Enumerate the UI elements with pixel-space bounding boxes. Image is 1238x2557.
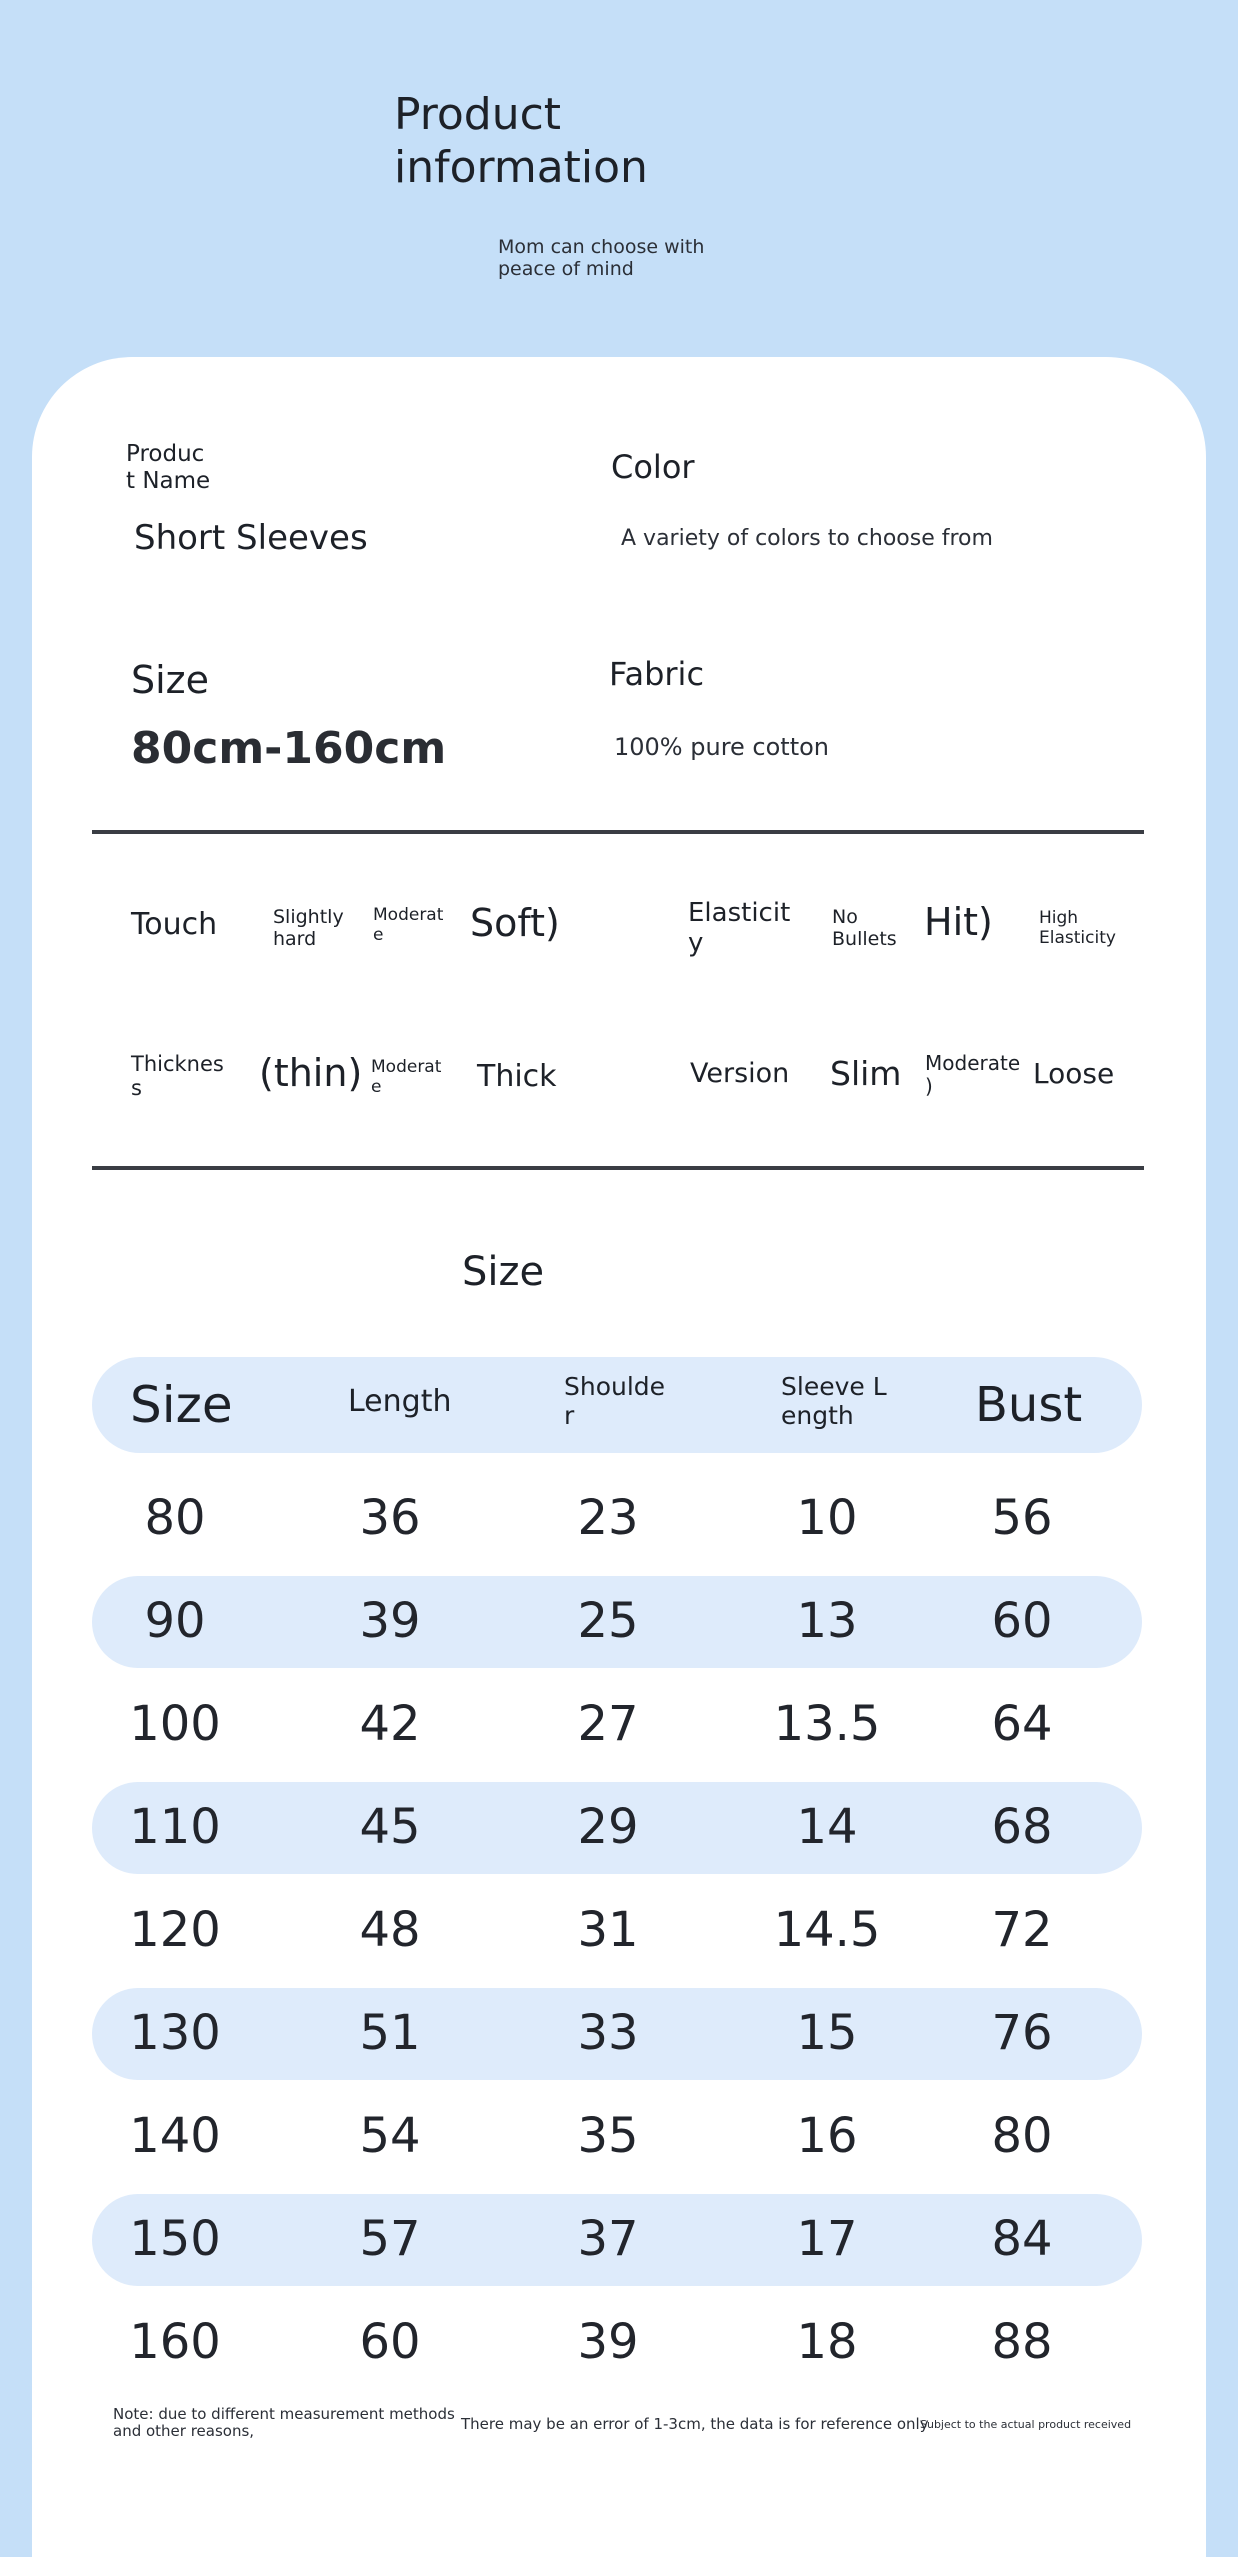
- cell-sleeve: 14.5: [773, 1902, 881, 1958]
- cell-sleeve: 13: [796, 1593, 858, 1649]
- cell-shoulder: 25: [577, 1593, 639, 1649]
- cell-length: 42: [359, 1696, 421, 1752]
- size-table-heading: Size: [462, 1249, 545, 1295]
- product-name-value: Short Sleeves: [134, 518, 368, 558]
- header-length: Length: [348, 1384, 452, 1419]
- cell-sleeve: 10: [796, 1490, 858, 1546]
- cell-bust: 56: [991, 1490, 1053, 1546]
- divider-top: [92, 830, 1144, 834]
- page-subtitle: Mom can choose with peace of mind: [498, 236, 705, 280]
- page-title: Product information: [394, 89, 648, 193]
- header-shoulder: Shoulde r: [564, 1372, 666, 1430]
- cell-size: 150: [129, 2211, 221, 2267]
- cell-shoulder: 31: [577, 1902, 639, 1958]
- thickness-option-moderate: Moderat e: [371, 1057, 442, 1097]
- cell-size: 80: [144, 1490, 206, 1546]
- elasticity-option-no-bullets: No Bullets: [832, 906, 897, 950]
- elasticity-label: Elasticit y: [688, 898, 791, 958]
- cell-sleeve: 18: [796, 2314, 858, 2370]
- cell-bust: 72: [991, 1902, 1053, 1958]
- touch-option-slightly-hard: Slightly hard: [273, 906, 344, 950]
- size-label: Size: [131, 658, 210, 702]
- cell-bust: 68: [991, 1799, 1053, 1855]
- cell-shoulder: 23: [577, 1490, 639, 1546]
- cell-sleeve: 14: [796, 1799, 858, 1855]
- cell-bust: 84: [991, 2211, 1053, 2267]
- cell-length: 60: [359, 2314, 421, 2370]
- cell-size: 90: [144, 1593, 206, 1649]
- elasticity-option-hit: Hit): [924, 900, 993, 944]
- touch-label: Touch: [131, 907, 218, 942]
- thickness-option-thick: Thick: [477, 1059, 557, 1094]
- size-value: 80cm-160cm: [131, 723, 447, 774]
- cell-length: 45: [359, 1799, 421, 1855]
- version-label: Version: [690, 1058, 790, 1089]
- header-size: Size: [130, 1376, 233, 1434]
- thickness-option-thin: (thin): [259, 1051, 363, 1095]
- note-measurement: Note: due to different measurement methods and other reasons,: [113, 2405, 455, 2440]
- cell-sleeve: 17: [796, 2211, 858, 2267]
- color-value: A variety of colors to choose from: [621, 526, 993, 551]
- cell-size: 160: [129, 2314, 221, 2370]
- touch-option-moderate: Moderat e: [373, 905, 444, 945]
- cell-bust: 60: [991, 1593, 1053, 1649]
- cell-size: 140: [129, 2108, 221, 2164]
- cell-shoulder: 33: [577, 2005, 639, 2061]
- thickness-label: Thicknes s: [131, 1052, 224, 1100]
- cell-bust: 64: [991, 1696, 1053, 1752]
- cell-size: 130: [129, 2005, 221, 2061]
- cell-size: 120: [129, 1902, 221, 1958]
- version-option-loose: Loose: [1033, 1057, 1115, 1090]
- cell-bust: 76: [991, 2005, 1053, 2061]
- cell-sleeve: 15: [796, 2005, 858, 2061]
- cell-shoulder: 39: [577, 2314, 639, 2370]
- cell-length: 48: [359, 1902, 421, 1958]
- version-option-moderate: Moderate ): [925, 1051, 1021, 1098]
- cell-length: 51: [359, 2005, 421, 2061]
- cell-bust: 88: [991, 2314, 1053, 2370]
- note-error-range: There may be an error of 1-3cm, the data is for reference only: [461, 2415, 929, 2433]
- cell-sleeve: 13.5: [773, 1696, 881, 1752]
- cell-length: 57: [359, 2211, 421, 2267]
- cell-sleeve: 16: [796, 2108, 858, 2164]
- cell-length: 54: [359, 2108, 421, 2164]
- cell-length: 36: [359, 1490, 421, 1546]
- cell-size: 110: [129, 1799, 221, 1855]
- touch-option-soft: Soft): [470, 901, 560, 945]
- cell-shoulder: 27: [577, 1696, 639, 1752]
- note-actual-product: Subject to the actual product received: [920, 2418, 1132, 2431]
- fabric-label: Fabric: [609, 655, 705, 693]
- header-bust: Bust: [975, 1377, 1083, 1433]
- cell-shoulder: 35: [577, 2108, 639, 2164]
- product-name-label: Produc t Name: [126, 441, 211, 494]
- version-option-slim: Slim: [830, 1054, 902, 1093]
- cell-size: 100: [129, 1696, 221, 1752]
- divider-bottom: [92, 1166, 1144, 1170]
- cell-bust: 80: [991, 2108, 1053, 2164]
- cell-shoulder: 37: [577, 2211, 639, 2267]
- header-sleeve-length: Sleeve L ength: [781, 1372, 887, 1430]
- elasticity-option-high: High Elasticity: [1039, 908, 1116, 948]
- cell-length: 39: [359, 1593, 421, 1649]
- cell-shoulder: 29: [577, 1799, 639, 1855]
- color-label: Color: [611, 448, 695, 486]
- fabric-value: 100% pure cotton: [614, 733, 830, 761]
